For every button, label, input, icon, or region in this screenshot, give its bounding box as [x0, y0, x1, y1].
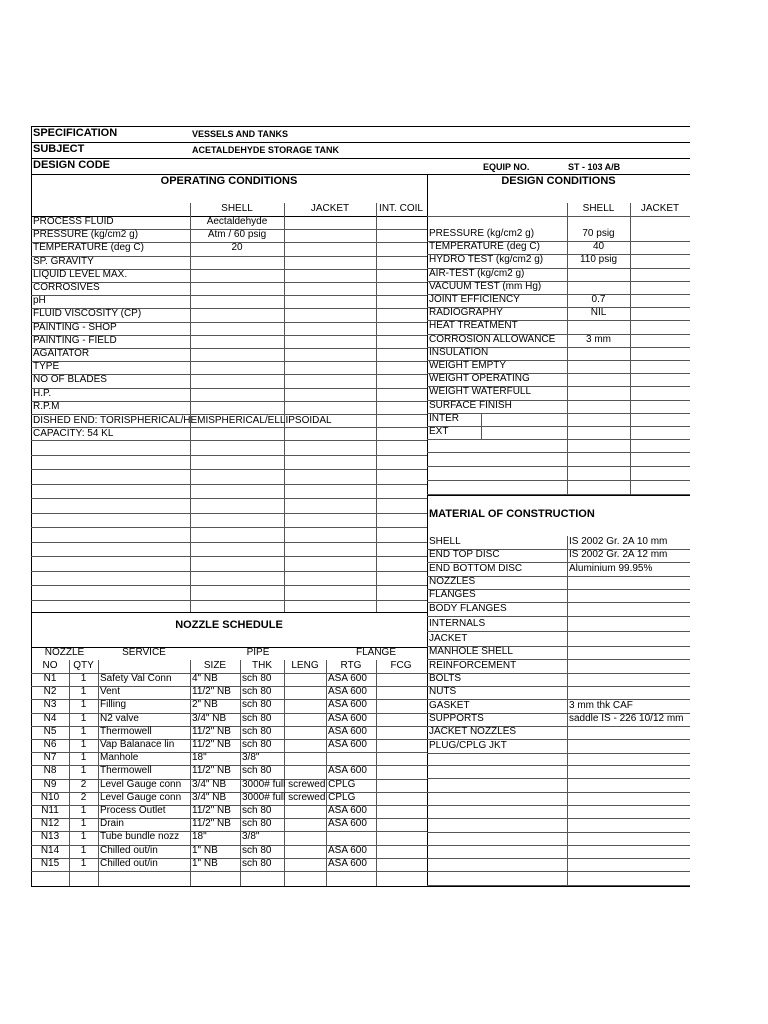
specification-value: VESSELS AND TANKS	[192, 129, 289, 139]
nozzle-thk: 3/8"	[242, 752, 260, 764]
nozzle-qty: 2	[80, 791, 87, 803]
nozzle-no: N5	[43, 725, 57, 737]
design-row-value: 110 psig	[579, 254, 618, 266]
subject-value: ACETALDEHYDE STORAGE TANK	[192, 145, 340, 155]
material-row-label: REINFORCEMENT	[429, 659, 517, 671]
grid-line	[427, 858, 690, 859]
nozzle-qty: 1	[80, 699, 87, 711]
material-row-value: 3 mm thk CAF	[569, 699, 633, 711]
material-row-label: BODY FLANGES	[429, 602, 507, 614]
material-row-label: JACKET NOZZLES	[429, 726, 517, 738]
grid-line	[31, 585, 427, 586]
nozzle-qty: 1	[80, 844, 87, 856]
material-row-label: NOZZLES	[429, 575, 476, 587]
grid-line	[31, 600, 427, 601]
op-row-label: pH	[33, 295, 46, 307]
nozzle-size: 2" NB	[192, 699, 218, 711]
design-conditions-title: DESIGN CONDITIONS	[501, 175, 616, 187]
nozzle-qty: 1	[80, 739, 87, 750]
nozzle-group-header: PIPE	[246, 647, 270, 658]
nozzle-sub-header: SIZE	[203, 660, 227, 671]
material-row-label: INTERNALS	[429, 617, 486, 629]
nozzle-thk: sch 80	[242, 805, 272, 816]
grid-line	[31, 542, 427, 543]
nozzle-rtg: ASA 600	[328, 739, 367, 750]
nozzle-service: Process Outlet	[100, 805, 166, 816]
nozzle-thk: 3000# full screwed CPLG	[242, 791, 356, 803]
grid-line	[31, 158, 690, 159]
grid-line	[31, 612, 427, 613]
grid-line	[427, 686, 690, 687]
grid-line	[427, 765, 690, 766]
grid-line	[427, 439, 690, 440]
grid-line	[31, 361, 427, 362]
nozzle-size: 3/4" NB	[192, 791, 227, 803]
grid-line	[31, 126, 690, 127]
material-row-label: FLANGES	[429, 589, 476, 601]
material-row-label: JACKET	[429, 633, 468, 645]
op-row-label: CORROSIVES	[33, 282, 100, 293]
nozzle-size: 11/2" NB	[192, 818, 231, 830]
grid-line	[427, 426, 690, 427]
dished-end-text: DISHED END: TORISPHERICAL/HEMISPHERICAL/ELLIPSOIDAL	[33, 415, 332, 426]
specification-label: SPECIFICATION	[33, 127, 118, 139]
op-row-label: TYPE	[33, 361, 60, 373]
nozzle-thk: sch 80	[242, 844, 272, 856]
grid-line	[190, 660, 191, 886]
grid-line	[284, 660, 285, 886]
design-row-label: HYDRO TEST (kg/cm2 g)	[429, 254, 544, 266]
nozzle-no: N12	[40, 818, 60, 830]
nozzle-thk: sch 80	[242, 699, 272, 711]
design-row-label: RADIOGRAPHY	[429, 307, 503, 319]
nozzle-size: 11/2" NB	[192, 765, 231, 777]
nozzle-group-header: NOZZLE	[44, 647, 85, 658]
grid-line	[427, 413, 690, 414]
nozzle-sub-header: RTG	[340, 660, 362, 671]
nozzle-qty: 1	[80, 725, 87, 737]
grid-line	[31, 527, 427, 528]
material-row-label: PLUG/CPLG JKT	[429, 739, 507, 751]
material-row-label: BOLTS	[429, 673, 462, 684]
nozzle-size: 1" NB	[192, 857, 218, 869]
operating-conditions-title: OPERATING CONDITIONS	[160, 175, 298, 187]
nozzle-no: N4	[43, 712, 57, 724]
nozzle-size: 11/2" NB	[192, 725, 231, 737]
nozzle-service: Thermowell	[100, 765, 152, 777]
equip-no-value: ST - 103 A/B	[568, 162, 621, 172]
design-code-label: DESIGN CODE	[33, 159, 111, 171]
grid-line	[427, 631, 690, 632]
grid-line	[31, 513, 427, 514]
nozzle-thk: sch 80	[242, 765, 272, 777]
design-row-value: 3 mm	[586, 333, 611, 345]
design-row-label: VACUUM TEST (mm Hg)	[429, 280, 542, 292]
nozzle-no: N8	[43, 765, 57, 777]
grid-line	[427, 673, 690, 674]
nozzle-service: Chilled out/in	[100, 844, 158, 856]
design-row-label: PRESSURE (kg/cm2 g)	[429, 228, 535, 239]
material-title: MATERIAL OF CONSTRUCTION	[429, 508, 595, 520]
design-row-label: INTER	[429, 412, 459, 424]
nozzle-no: N11	[41, 805, 59, 816]
op-row-shell-value: Aectaldehyde	[206, 216, 268, 227]
design-row-value: NIL	[590, 307, 607, 319]
nozzle-sub-header: LENG	[291, 660, 319, 671]
design-row-value: 70 psig	[582, 228, 615, 239]
design-row-label: AIR-TEST (kg/cm2 g)	[429, 267, 525, 279]
grid-line	[427, 818, 690, 819]
op-row-shell-value: Atm / 60 psig	[207, 229, 267, 241]
grid-line	[31, 498, 427, 499]
grid-line	[31, 886, 690, 887]
grid-line	[427, 792, 690, 793]
nozzle-sub-header: FCG	[390, 660, 412, 671]
material-row-label: SHELL	[429, 536, 461, 547]
grid-line	[630, 203, 631, 495]
equip-no-label: EQUIP NO.	[483, 162, 530, 172]
nozzle-rtg: ASA 600	[328, 673, 367, 684]
grid-line	[427, 495, 690, 496]
nozzle-sub-header: NO	[42, 660, 58, 671]
nozzle-thk: sch 80	[242, 673, 272, 684]
material-row-label: END BOTTOM DISC	[429, 562, 523, 574]
nozzle-service: Drain	[100, 818, 124, 830]
nozzle-size: 11/2" NB	[192, 805, 231, 816]
grid-line	[326, 660, 327, 886]
nozzle-thk: 3/8"	[242, 831, 260, 843]
grid-line	[427, 466, 690, 467]
design-row-value: 0.7	[591, 294, 606, 305]
op-col-header-0: SHELL	[221, 203, 253, 214]
nozzle-qty: 1	[80, 857, 87, 869]
nozzle-rtg: ASA 600	[328, 686, 367, 698]
nozzle-service: Level Gauge conn	[100, 778, 182, 790]
op-row-label: H.P.	[33, 387, 52, 399]
nozzle-rtg: ASA 600	[328, 699, 367, 711]
nozzle-qty: 1	[80, 673, 87, 684]
grid-line	[31, 455, 427, 456]
nozzle-rtg: ASA 600	[328, 857, 367, 869]
nozzle-size: 3/4" NB	[192, 778, 227, 790]
grid-line	[427, 778, 690, 779]
grid-line	[376, 660, 377, 886]
nozzle-service: Thermowell	[100, 725, 152, 737]
nozzle-rtg: ASA 600	[328, 765, 367, 777]
capacity-text: CAPACITY: 54 KL	[33, 428, 114, 440]
grid-line	[427, 216, 690, 217]
nozzle-no: N1	[43, 673, 57, 684]
grid-line	[190, 203, 191, 612]
grid-line	[284, 203, 285, 612]
design-row-label: INSULATION	[429, 346, 489, 358]
material-row-value: IS 2002 Gr. 2A 12 mm	[569, 549, 668, 561]
nozzle-no: N3	[43, 699, 57, 711]
nozzle-no: N15	[40, 857, 60, 869]
design-row-label: TEMPERATURE (deg C)	[429, 241, 540, 253]
nozzle-service: Filling	[100, 699, 127, 711]
nozzle-service: Tube bundle nozz	[100, 831, 180, 843]
design-row-label: CORROSION ALLOWANCE	[429, 333, 556, 345]
grid-line	[31, 571, 427, 572]
material-row-label: SUPPORTS	[429, 712, 484, 724]
nozzle-no: N2	[43, 686, 57, 698]
op-row-label: FLUID VISCOSITY (CP)	[33, 308, 142, 320]
nozzle-group-header: SERVICE	[122, 647, 166, 658]
nozzle-size: 3/4" NB	[192, 712, 227, 724]
nozzle-qty: 1	[80, 752, 87, 764]
nozzle-qty: 1	[80, 805, 87, 816]
grid-line	[427, 480, 690, 481]
op-col-header-1: JACKET	[310, 203, 350, 214]
grid-line	[376, 203, 377, 612]
nozzle-rtg: ASA 600	[328, 818, 367, 830]
nozzle-service: N2 valve	[100, 712, 139, 724]
subject-label: SUBJECT	[33, 143, 85, 155]
design-row-label: WEIGHT EMPTY	[429, 360, 507, 371]
nozzle-size: 18"	[192, 831, 207, 843]
nozzle-thk: sch 80	[242, 712, 272, 724]
op-row-label: R.P.M	[33, 400, 60, 412]
design-col-header-1: JACKET	[640, 203, 680, 214]
material-row-label: NUTS	[429, 686, 457, 698]
material-row-label: END TOP DISC	[429, 549, 500, 561]
grid-line	[427, 616, 690, 617]
nozzle-group-header: FLANGE	[355, 647, 396, 658]
nozzle-schedule-title: NOZZLE SCHEDULE	[175, 619, 283, 631]
design-row-label: WEIGHT OPERATING	[429, 373, 530, 385]
nozzle-size: 4" NB	[192, 673, 218, 684]
nozzle-sub-header: QTY	[73, 660, 94, 671]
op-row-label: PRESSURE (kg/cm2 g)	[33, 229, 139, 241]
op-row-label: SP. GRAVITY	[33, 255, 94, 267]
nozzle-thk: sch 80	[242, 739, 272, 750]
op-row-shell-value: 20	[231, 242, 243, 254]
design-row-label: EXT	[429, 426, 449, 437]
nozzle-rtg: ASA 600	[328, 712, 367, 724]
grid-line	[427, 871, 690, 872]
design-row-label: HEAT TREATMENT	[429, 320, 518, 332]
grid-line	[427, 805, 690, 806]
nozzle-no: N6	[43, 739, 57, 750]
nozzle-qty: 1	[80, 831, 87, 843]
grid-line	[98, 660, 99, 886]
nozzle-size: 11/2" NB	[192, 686, 231, 698]
op-row-label: LIQUID LEVEL MAX.	[33, 268, 128, 280]
nozzle-thk: 3000# full screwed CPLG	[242, 778, 356, 790]
design-row-label: WEIGHT WATERFULL	[429, 386, 532, 398]
nozzle-qty: 1	[80, 818, 87, 830]
grid-line	[31, 348, 427, 349]
material-row-label: MANHOLE SHELL	[429, 646, 513, 658]
nozzle-rtg: ASA 600	[328, 725, 367, 737]
material-row-label: GASKET	[429, 699, 470, 711]
nozzle-service: Vap Balanace lin	[100, 739, 175, 750]
nozzle-no: N9	[43, 778, 57, 790]
grid-line	[427, 452, 690, 453]
op-row-label: AGAITATOR	[33, 348, 90, 359]
nozzle-qty: 1	[80, 712, 87, 724]
op-row-label: PROCESS FLUID	[33, 216, 114, 227]
nozzle-qty: 1	[80, 765, 87, 777]
design-row-label: SURFACE FINISH	[429, 399, 512, 411]
design-row-label: JOINT EFFICIENCY	[429, 294, 520, 305]
nozzle-thk: sch 80	[242, 818, 272, 830]
material-row-value: saddle IS - 226 10/12 mm	[569, 712, 684, 724]
grid-line	[31, 142, 690, 143]
grid-line	[427, 753, 690, 754]
grid-line	[31, 401, 427, 402]
design-col-header-0: SHELL	[582, 203, 615, 214]
nozzle-no: N14	[40, 844, 60, 856]
op-row-label: PAINTING - FIELD	[33, 334, 117, 346]
nozzle-size: 18"	[192, 752, 207, 764]
grid-line	[31, 484, 427, 485]
nozzle-size: 1" NB	[192, 844, 218, 856]
nozzle-rtg: ASA 600	[328, 844, 367, 856]
nozzle-qty: 2	[80, 778, 87, 790]
nozzle-no: N7	[43, 752, 57, 764]
design-row-value: 40	[592, 241, 605, 253]
grid-line	[31, 295, 427, 296]
material-row-value: IS 2002 Gr. 2A 10 mm	[569, 536, 668, 547]
grid-line	[31, 388, 427, 389]
grid-line	[427, 845, 690, 846]
nozzle-qty: 1	[80, 686, 87, 698]
nozzle-no: N13	[40, 831, 60, 843]
grid-line	[240, 660, 241, 886]
nozzle-sub-header: THK	[252, 660, 272, 671]
grid-line	[427, 832, 690, 833]
grid-line	[31, 556, 427, 557]
grid-line	[31, 469, 427, 470]
nozzle-thk: sch 80	[242, 686, 272, 698]
grid-line	[31, 871, 427, 872]
nozzle-thk: sch 80	[242, 857, 272, 869]
op-col-header-2: INT. COIL	[379, 203, 423, 214]
grid-line	[31, 440, 427, 441]
nozzle-rtg: ASA 600	[328, 805, 367, 816]
grid-line	[481, 413, 482, 439]
nozzle-service: Chilled out/in	[100, 857, 158, 869]
nozzle-service: Safety Val Conn	[100, 673, 172, 684]
nozzle-service: Level Gauge conn	[100, 791, 182, 803]
nozzle-service: Vent	[100, 686, 121, 698]
material-row-value: Aluminium 99.95%	[569, 562, 653, 574]
op-row-label: PAINTING - SHOP	[33, 321, 117, 333]
op-row-label: TEMPERATURE (deg C)	[33, 242, 144, 254]
nozzle-service: Manhole	[100, 752, 139, 764]
op-row-label: NO OF BLADES	[33, 374, 107, 386]
nozzle-no: N10	[40, 791, 60, 803]
nozzle-size: 11/2" NB	[192, 739, 231, 750]
nozzle-thk: sch 80	[242, 725, 272, 737]
